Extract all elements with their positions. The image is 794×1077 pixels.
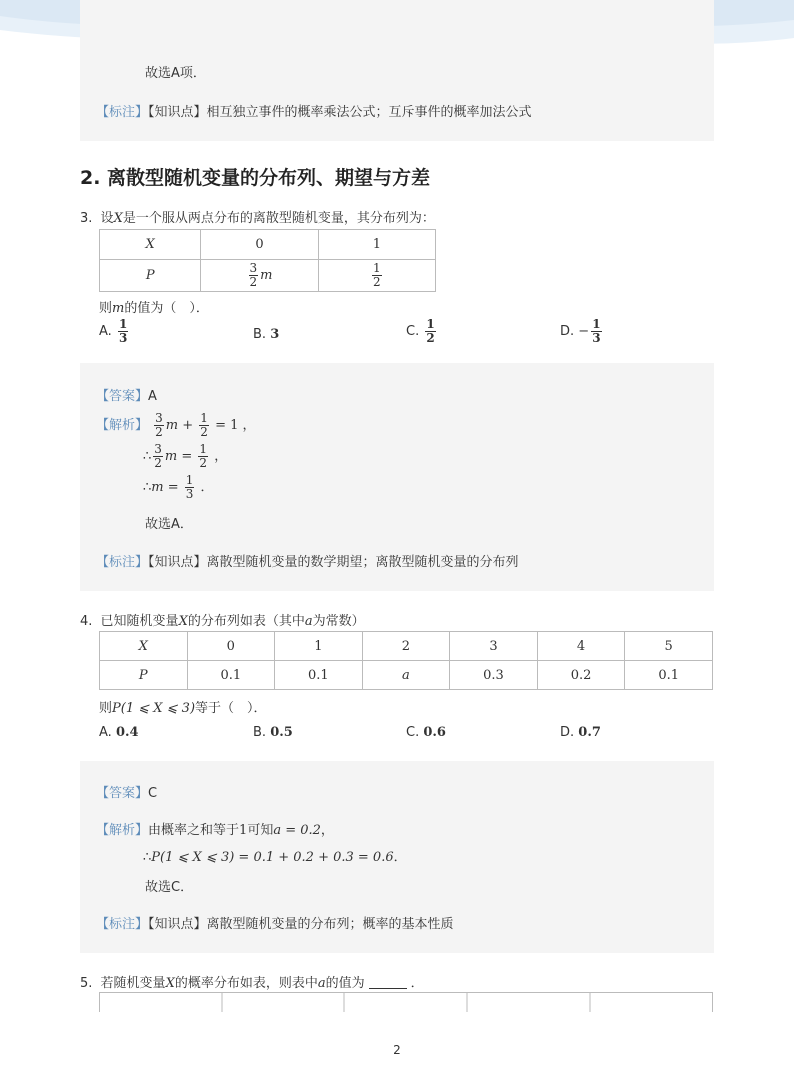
note-text: 【知识点】离散型随机变量的数学期望；离散型随机变量的分布列 (148, 555, 519, 570)
q4-td-3: 0.3 (450, 661, 538, 690)
q3-table-p0 (201, 260, 318, 292)
q3-option-c[interactable] (406, 318, 438, 345)
q4-th-0: 0 (187, 632, 275, 661)
q4-note (96, 913, 454, 932)
q3-number: 3. (80, 211, 93, 226)
therefore-sign: ∴ (143, 480, 152, 495)
answer-value: A (148, 389, 157, 404)
note-label: 【标注】 (96, 555, 149, 570)
q3-table-x0: 0 (201, 230, 318, 260)
q3-stem-post: 是一个服从两点分布的离散型随机变量，其分布列为： (122, 211, 435, 226)
q3-option-b[interactable] (253, 327, 279, 342)
q4-line2-expr: P(1 ⩽ X ⩽ 3) = 0.1 + 0.2 + 0.3 = 0.6 (151, 850, 394, 865)
note-label: 【标注】 (96, 917, 149, 932)
prev-conclusion: 故选A项． (145, 66, 206, 81)
q5-stem (80, 972, 424, 991)
q4-td-4: 0.2 (537, 661, 625, 690)
option-value: 0.5 (270, 725, 293, 740)
q3-p0-var: m (260, 268, 273, 283)
q4-td-2: a (362, 661, 450, 690)
frac-num: 1 (426, 317, 435, 331)
q3-table-p1 (318, 260, 435, 292)
q3-table-p-label: P (100, 260, 201, 292)
q5-number: 5. (80, 976, 93, 991)
frac-num: 1 (118, 317, 128, 331)
q3-analysis-step1 (96, 412, 256, 439)
option-value: 3 (270, 327, 280, 342)
frac-den: 2 (373, 275, 381, 289)
option-label: C. (406, 324, 420, 339)
page-number: 2 (393, 1043, 401, 1057)
q4-th-5: 5 (625, 632, 713, 661)
q4-number: 4. (80, 614, 93, 629)
q4-td-0: 0.1 (187, 661, 275, 690)
q3-distribution-table (99, 229, 436, 292)
q3-table-x-label: X (100, 230, 201, 260)
q5-param: a (317, 976, 326, 991)
frac-num: 3 (249, 261, 258, 275)
q3-option-d[interactable] (560, 318, 604, 345)
option-label: D. (560, 725, 575, 740)
option-label: A. (99, 725, 112, 740)
math-tail: = 1 ， (210, 418, 256, 433)
frac-den: 2 (249, 275, 258, 289)
analysis-label: 【解析】 (96, 823, 149, 838)
q3-table-x1: 1 (318, 230, 435, 260)
math-op: = (163, 480, 183, 495)
math-tail: ， (210, 449, 228, 464)
q3-conclusion: 故选A． (145, 517, 193, 532)
q3-ask-var: m (112, 301, 125, 316)
q4-td-5: 0.1 (625, 661, 713, 690)
option-label: D. (560, 324, 575, 339)
math-var: m (165, 418, 179, 433)
option-label: B. (253, 725, 267, 740)
q5-table-partial (99, 992, 714, 1012)
answer-label: 【答案】 (96, 786, 149, 801)
q3-analysis-step2 (143, 443, 227, 470)
q4-line1-pre: 由概率之和等于 (148, 823, 240, 838)
therefore-sign: ∴ (143, 850, 152, 865)
frac-num: 1 (199, 442, 208, 456)
frac-num: 1 (185, 473, 194, 487)
therefore-sign: ∴ (143, 449, 152, 464)
math-op: + (178, 418, 198, 433)
q5-var: X (165, 976, 175, 991)
q3-ask-pre: 则 (99, 301, 113, 316)
q4-ask-expr: P(1 ⩽ X ⩽ 3) (112, 701, 196, 716)
q4-th-3: 3 (450, 632, 538, 661)
frac-num: 3 (155, 411, 163, 425)
q5-stem-mid: 的概率分布如表，则表中 (174, 976, 318, 991)
q5-stem-post: 的值为 (325, 976, 365, 991)
option-value: 0.6 (423, 725, 446, 740)
q3-stem-pre: 设 (100, 211, 114, 226)
math-tail: ． (196, 480, 214, 495)
q4-var: X (178, 614, 188, 629)
q4-ask-post: 等于（ ）． (195, 701, 267, 716)
option-sign: − (578, 324, 590, 339)
q4-stem-pre: 已知随机变量 (100, 614, 179, 629)
q3-stem (80, 207, 435, 226)
q4-distribution-table (99, 631, 713, 690)
frac-den: 2 (154, 456, 162, 470)
q3-option-a[interactable] (99, 318, 130, 345)
frac-num: 1 (592, 317, 601, 331)
section-title: 2. 离散型随机变量的分布列、期望与方差 (80, 167, 431, 189)
answer-value: C (148, 786, 158, 801)
q5-stem-pre: 若随机变量 (100, 976, 166, 991)
q4-line1-post: ， (320, 823, 334, 838)
q4-conclusion: 故选C． (145, 880, 194, 895)
frac-den: 2 (155, 425, 163, 439)
q4-td-p: P (100, 661, 188, 690)
q4-line1-mid: 可知 (247, 823, 274, 838)
q4-option-d[interactable] (560, 725, 601, 740)
option-value: 0.7 (578, 725, 601, 740)
q4-ask (99, 697, 267, 716)
q4-stem (80, 610, 365, 629)
q4-th-1: 1 (275, 632, 363, 661)
option-label: C. (406, 725, 420, 740)
q3-answer (96, 385, 157, 404)
q4-th-x: X (100, 632, 188, 661)
q3-analysis-step3 (143, 474, 214, 501)
frac-num: 1 (373, 261, 381, 275)
q4-option-a[interactable] (99, 725, 139, 740)
q4-th-4: 4 (537, 632, 625, 661)
math-op: = (177, 449, 197, 464)
q4-option-c[interactable] (406, 725, 446, 740)
q4-line1-one: 1 (239, 823, 248, 838)
q3-var: X (113, 211, 123, 226)
q5-end: ． (410, 976, 424, 991)
frac-den: 3 (592, 331, 601, 345)
q4-analysis-line2 (143, 846, 407, 865)
frac-den: 3 (185, 487, 194, 501)
frac-den: 2 (426, 331, 435, 345)
note-label: 【标注】 (96, 105, 149, 120)
q4-line2-post: ． (393, 850, 407, 865)
q3-ask-post: 的值为（ ）． (124, 301, 209, 316)
answer-label: 【答案】 (96, 389, 149, 404)
frac-num: 3 (154, 442, 162, 456)
q4-ask-pre: 则 (99, 701, 113, 716)
q4-answer (96, 782, 157, 801)
q3-note (96, 551, 519, 570)
prev-note (96, 101, 532, 120)
q4-stem-post: 为常数） (312, 614, 365, 629)
q4-th-2: 2 (362, 632, 450, 661)
frac-den: 2 (199, 456, 208, 470)
math-var: m (151, 480, 164, 495)
q4-line1-expr: a = 0.2 (273, 823, 321, 838)
note-text: 【知识点】相互独立事件的概率乘法公式；互斥事件的概率加法公式 (148, 105, 532, 120)
frac-num: 1 (200, 411, 208, 425)
frac-den: 3 (118, 331, 128, 345)
analysis-label: 【解析】 (96, 418, 149, 433)
q4-option-b[interactable] (253, 725, 293, 740)
math-var: m (164, 449, 178, 464)
frac-den: 2 (200, 425, 208, 439)
q5-answer-blank[interactable] (369, 988, 407, 989)
q4-analysis-line1 (96, 819, 334, 838)
q4-param: a (304, 614, 313, 629)
option-value: 0.4 (115, 725, 139, 740)
option-label: B. (253, 327, 267, 342)
q3-ask (99, 297, 209, 316)
option-label: A. (99, 324, 112, 339)
q4-td-1: 0.1 (275, 661, 363, 690)
note-text: 【知识点】离散型随机变量的分布列；概率的基本性质 (148, 917, 454, 932)
q4-stem-mid: 的分布列如表（其中 (187, 614, 305, 629)
